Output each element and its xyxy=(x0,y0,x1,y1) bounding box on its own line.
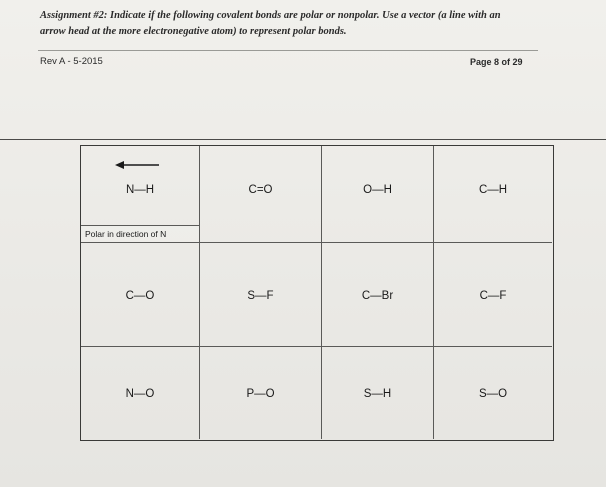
page-number: Page 8 of 29 xyxy=(470,57,523,67)
bond-cell-c-f[interactable] xyxy=(434,243,552,347)
bond-cell-n-h xyxy=(81,146,200,243)
bond-cell-o-h[interactable] xyxy=(322,146,434,243)
bond-label: S—O xyxy=(478,388,508,400)
assignment-instructions: Assignment #2: Indicate if the following covalent bonds are polar or nonpolar. Use a vector (a line with an arrow head at the more electronegative atom) to represent polar bonds. xyxy=(40,10,501,37)
bond-cell-p-o[interactable] xyxy=(200,347,322,439)
bond-label: S—H xyxy=(363,388,392,400)
bond-label: C—F xyxy=(479,290,507,302)
bond-label: O—H xyxy=(363,184,392,196)
bond-label: N—O xyxy=(125,388,155,400)
bond-label: S—F xyxy=(247,290,274,302)
section-divider xyxy=(0,139,606,140)
bond-label: N—H xyxy=(125,184,155,196)
bond-cell-s-f[interactable] xyxy=(200,243,322,347)
example-answer: Polar in direction of N xyxy=(81,225,199,242)
bond-table xyxy=(80,145,554,441)
bond-label: C—O xyxy=(125,290,155,302)
header-rule xyxy=(38,50,538,51)
polarity-arrow-icon xyxy=(115,160,159,170)
bond-cell-c-br[interactable] xyxy=(322,243,434,347)
bond-label: P—O xyxy=(246,388,275,400)
bond-label: C=O xyxy=(248,184,273,196)
bond-cell-n-o[interactable] xyxy=(81,347,200,439)
bond-cell-c-o-double[interactable] xyxy=(200,146,322,243)
bond-cell-s-h[interactable] xyxy=(322,347,434,439)
bond-label: C—Br xyxy=(361,290,394,302)
revision-label: Rev A - 5-2015 xyxy=(40,56,103,67)
bond-label: C—H xyxy=(478,184,508,196)
bond-cell-c-o[interactable] xyxy=(81,243,200,347)
bond-cell-c-h[interactable] xyxy=(434,146,552,243)
bond-cell-s-o[interactable] xyxy=(434,347,552,439)
